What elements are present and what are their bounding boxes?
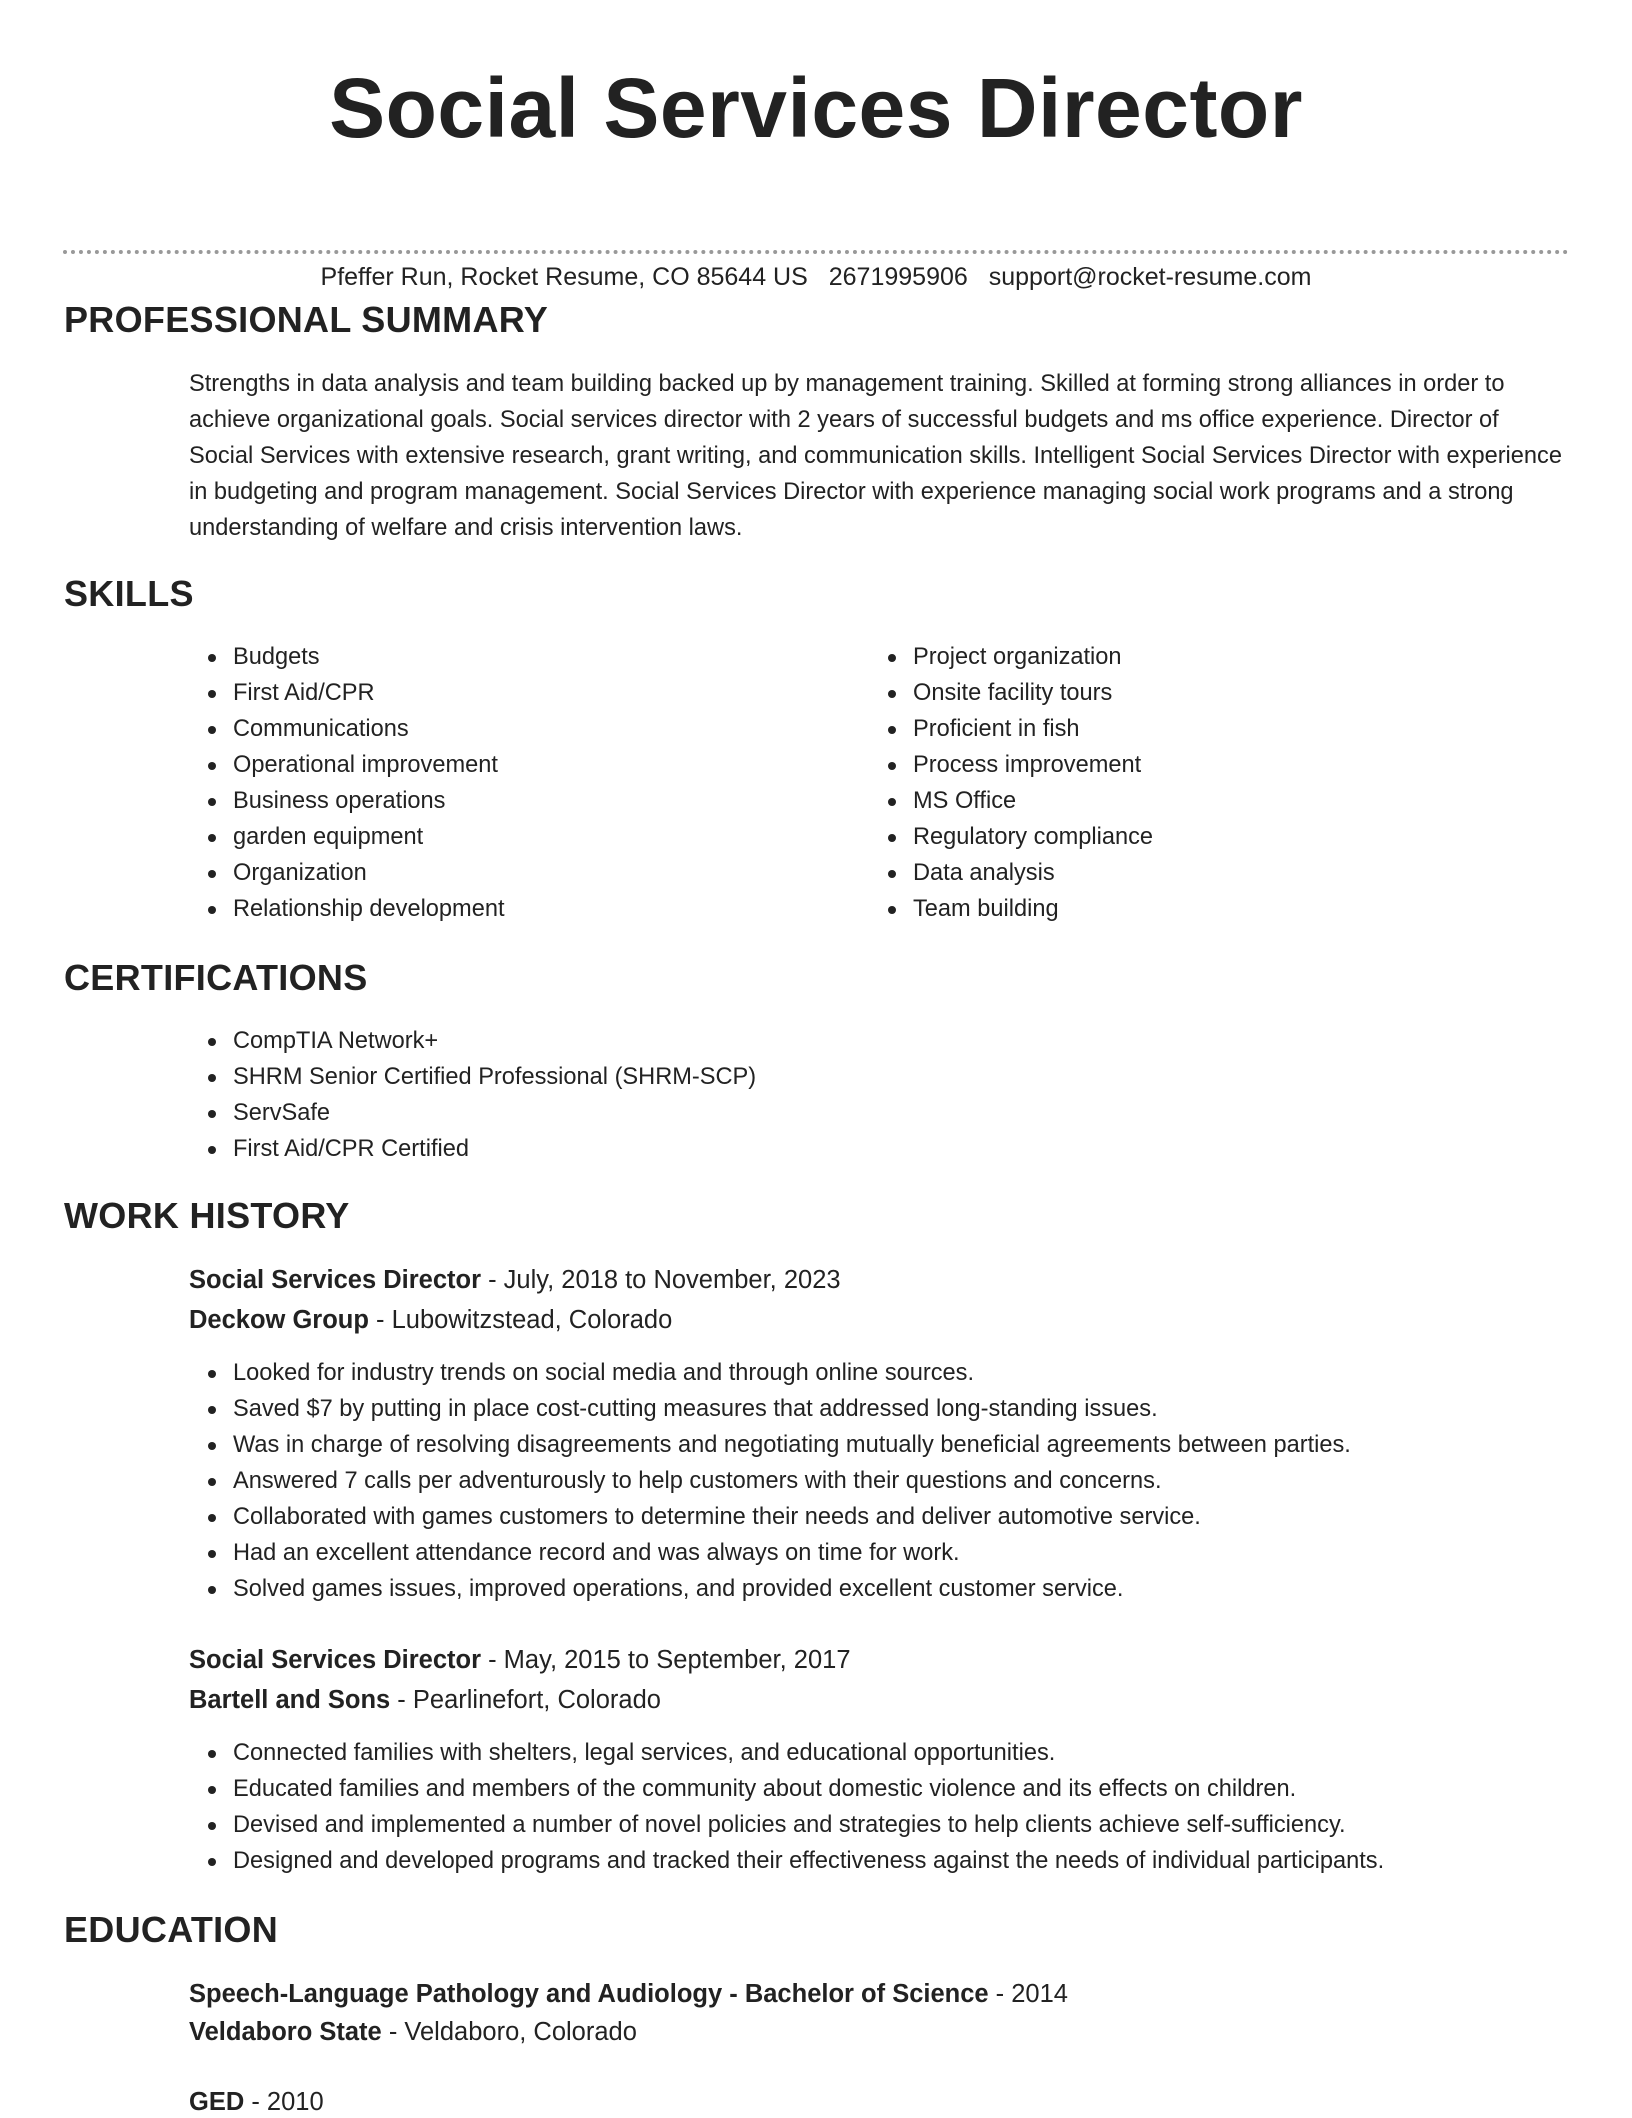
job-bullet: Designed and developed programs and tracked their effectiveness against the needs of individual participants. xyxy=(233,1843,1384,1879)
contact-phone: 2671995906 xyxy=(828,263,968,291)
education-year: - 2010 xyxy=(244,2088,324,2116)
skill-item: Proficient in fish xyxy=(913,711,1153,747)
skill-item: Organization xyxy=(233,855,505,891)
certifications-list xyxy=(189,1023,756,1167)
skill-item: First Aid/CPR xyxy=(233,675,505,711)
work-history-heading: WORK HISTORY xyxy=(64,1195,350,1236)
job-bullet: Had an excellent attendance record and was always on time for work. xyxy=(233,1535,1351,1571)
education-degree: Speech-Language Pathology and Audiology - Bachelor of Science xyxy=(189,1980,989,2008)
job-title: Social Services Director xyxy=(189,1266,481,1294)
job-title: Social Services Director xyxy=(189,1646,481,1674)
contact-line xyxy=(0,262,1632,292)
job-location: - Lubowitzstead, Colorado xyxy=(368,1306,673,1334)
job-bullet: Solved games issues, improved operations, and provided excellent customer service. xyxy=(233,1571,1351,1607)
job-company-line xyxy=(189,1684,661,1716)
job-title-line xyxy=(189,1264,841,1296)
certification-item: ServSafe xyxy=(233,1095,756,1131)
job-title-line xyxy=(189,1644,851,1676)
job-bullet: Saved $7 by putting in place cost-cutting measures that addressed long-standing issues. xyxy=(233,1391,1351,1427)
job-bullet: Connected families with shelters, legal services, and educational opportunities. xyxy=(233,1735,1384,1771)
job-company: Bartell and Sons xyxy=(189,1686,391,1714)
skills-list-right xyxy=(869,639,1153,927)
job-location: - Pearlinefort, Colorado xyxy=(390,1686,661,1714)
job-bullet: Was in charge of resolving disagreements and negotiating mutually beneficial agreements between parties. xyxy=(233,1427,1351,1463)
skill-item: Project organization xyxy=(913,639,1153,675)
contact-address: Pfeffer Run, Rocket Resume, CO 85644 US xyxy=(320,263,808,291)
job-bullet: Educated families and members of the community about domestic violence and its effects on children. xyxy=(233,1771,1384,1807)
education-school: Veldaboro State xyxy=(189,2018,382,2046)
skill-item: Data analysis xyxy=(913,855,1153,891)
job-company: Deckow Group xyxy=(189,1306,369,1334)
skill-item: Regulatory compliance xyxy=(913,819,1153,855)
certifications-heading: CERTIFICATIONS xyxy=(64,957,368,998)
skills-list-left xyxy=(189,639,505,927)
certification-item: First Aid/CPR Certified xyxy=(233,1131,756,1167)
job-bullet: Devised and implemented a number of novel policies and strategies to help clients achieve self-sufficiency. xyxy=(233,1807,1384,1843)
education-heading: EDUCATION xyxy=(64,1909,279,1950)
certification-item: SHRM Senior Certified Professional (SHRM-SCP) xyxy=(233,1059,756,1095)
education-year: - 2014 xyxy=(988,1980,1068,2008)
skill-item: Operational improvement xyxy=(233,747,505,783)
skills-heading: SKILLS xyxy=(64,573,194,614)
header-divider xyxy=(63,250,1569,254)
skill-item: Onsite facility tours xyxy=(913,675,1153,711)
skill-item: Budgets xyxy=(233,639,505,675)
education-school-line xyxy=(189,2016,637,2048)
skill-item: Team building xyxy=(913,891,1153,927)
job-bullet: Looked for industry trends on social media and through online sources. xyxy=(233,1355,1351,1391)
job-bullet: Answered 7 calls per adventurously to help customers with their questions and concerns. xyxy=(233,1463,1351,1499)
education-location: - Veldaboro, Colorado xyxy=(381,2018,637,2046)
job-dates: - May, 2015 to September, 2017 xyxy=(481,1646,851,1674)
skill-item: Communications xyxy=(233,711,505,747)
certification-item: CompTIA Network+ xyxy=(233,1023,756,1059)
education-degree-line xyxy=(189,1978,1068,2010)
skill-item: Business operations xyxy=(233,783,505,819)
skill-item: Relationship development xyxy=(233,891,505,927)
summary-text: Strengths in data analysis and team building backed up by management training. Skilled at forming strong alliances in order to achieve organizational goals. Social services director with 2 years of successful budgets and ms office experience. Director of Social Services with extensive research, grant writing, and communication skills. Intelligent Social Services Director with experience in budgeting and program management. Social Services Director with experience managing social work programs and a strong understanding of welfare and crisis intervention laws. xyxy=(189,371,1562,541)
education-degree-line xyxy=(189,2086,324,2118)
skill-item: garden equipment xyxy=(233,819,505,855)
resume-name: Social Services Director xyxy=(329,61,1303,155)
contact-email: support@rocket-resume.com xyxy=(988,263,1312,291)
summary-heading: PROFESSIONAL SUMMARY xyxy=(64,299,549,340)
job-bullets xyxy=(189,1735,1384,1879)
skill-item: MS Office xyxy=(913,783,1153,819)
job-bullets xyxy=(189,1355,1351,1607)
skill-item: Process improvement xyxy=(913,747,1153,783)
job-dates: - July, 2018 to November, 2023 xyxy=(481,1266,841,1294)
job-company-line xyxy=(189,1304,672,1336)
job-bullet: Collaborated with games customers to determine their needs and deliver automotive service. xyxy=(233,1499,1351,1535)
education-degree: GED xyxy=(189,2088,245,2116)
